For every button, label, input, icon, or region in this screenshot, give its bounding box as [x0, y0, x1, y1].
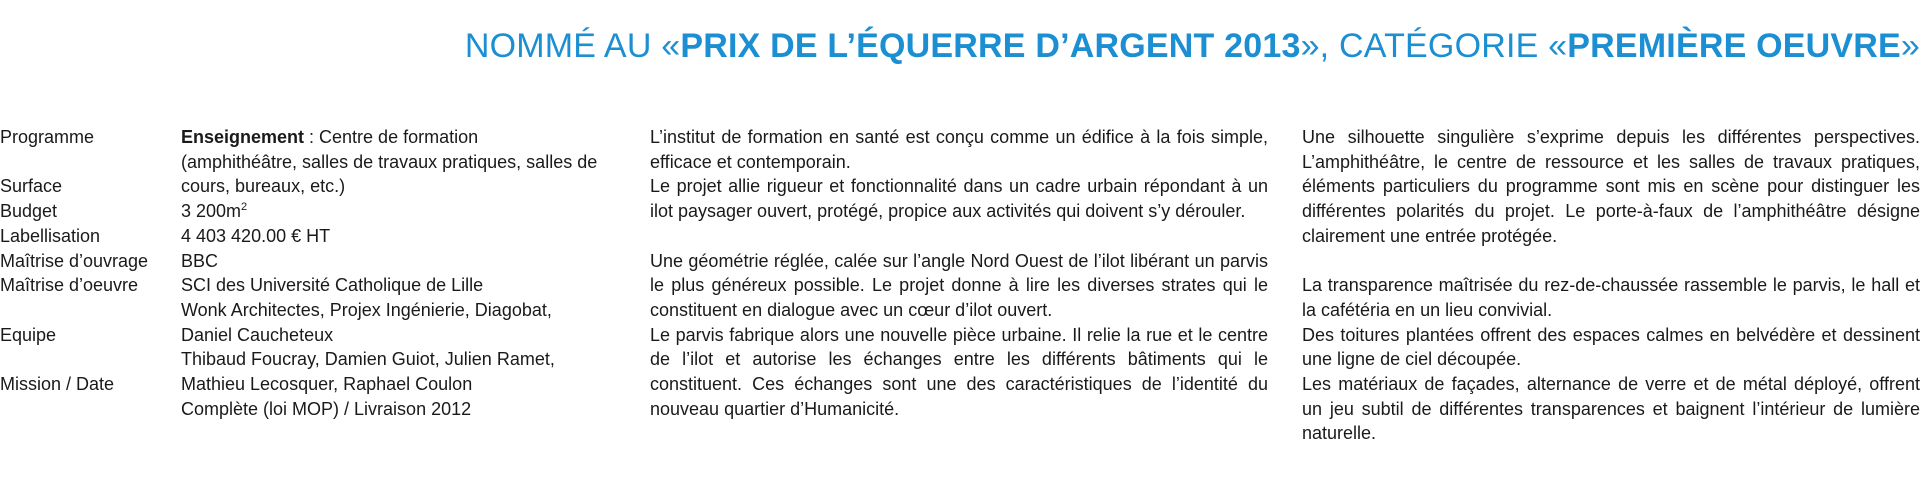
heading-suffix: »	[1900, 27, 1920, 65]
programme-type: Enseignement	[181, 127, 305, 147]
surface-number: 3 200m	[181, 201, 242, 222]
equipe-label: Equipe	[0, 324, 57, 345]
programme-value-line2: (amphithéâtre, salles de travaux pratiques, salles de	[181, 151, 598, 172]
details-row	[0, 150, 620, 175]
paragraph: Une silhouette singulière s’exprime depuis les différentes perspectives. L’amphithéâtre, le centre de ressource et les salles de travaux pratiques, éléments particuliers du programme sont mis en scène pour distinguer les différentes polarités du projet. Le porte-à-faux de l’amphithéâtre désigne clairement une entrée protégée.	[1302, 127, 1920, 246]
description-column-2	[650, 125, 1268, 421]
surface-label: Surface	[0, 176, 63, 197]
paragraph: Des toitures plantées offrent des espaces calmes en belvédère et dessinent une ligne de ciel découpée.	[1302, 324, 1920, 370]
paragraph: Les matériaux de façades, alternance de verre et de métal déployé, offrent un jeu subtil de différentes transparences et baignent l’intérieur de lumière naturelle.	[1302, 374, 1920, 444]
details-row	[0, 298, 620, 323]
details-row	[0, 199, 620, 224]
mission-label: Mission / Date	[0, 374, 115, 395]
prize-name: PRIX DE L’ÉQUERRE D’ARGENT 2013	[680, 27, 1301, 65]
budget-label: Budget	[0, 201, 58, 222]
details-row	[0, 249, 620, 274]
project-details-table	[0, 125, 620, 421]
page-heading	[465, 24, 1920, 68]
paragraph: La transparence maîtrisée du rez-de-chaussée rassemble le parvis, le hall et la cafétéria en un lieu convivial.	[1302, 275, 1920, 320]
equipe-value-line2: Thibaud Foucray, Damien Guiot, Julien Ramet,	[181, 349, 555, 370]
surface-unit-sup: 2	[241, 201, 248, 214]
details-row	[0, 174, 620, 199]
details-row	[0, 224, 620, 249]
mission-value: Complète (loi MOP) / Livraison 2012	[181, 398, 472, 419]
details-row	[0, 273, 620, 298]
paragraph: Une géométrie réglée, calée sur l’angle Nord Ouest de l’ilot libérant un parvis le plus généreux possible. Le projet donne à lire les diverses strates qui le constituent en dialogue avec un cœur d’ilot ouvert.	[650, 250, 1268, 320]
details-row	[0, 125, 620, 150]
maitrise-oeuvre-label: Maîtrise d’oeuvre	[0, 275, 139, 296]
surface-value	[181, 199, 620, 224]
description-column-3	[1302, 125, 1920, 446]
equipe-value-line1: Daniel Caucheteux	[181, 324, 334, 345]
details-row	[0, 372, 620, 397]
category-name: PREMIÈRE OEUVRE	[1567, 27, 1901, 65]
paragraph: Le projet allie rigueur et fonctionnalité dans un cadre urbain répondant à un ilot paysager ouvert, protégé, propice aux activités qui doivent s’y dérouler.	[650, 176, 1268, 222]
programme-value-line3: cours, bureaux, etc.)	[181, 176, 346, 197]
labellisation-value: BBC	[181, 250, 219, 271]
budget-value: 4 403 420.00 € HT	[181, 225, 331, 246]
details-row	[0, 397, 620, 422]
programme-value	[181, 125, 620, 150]
maitrise-ouvrage-value: SCI des Université Catholique de Lille	[181, 275, 484, 296]
maitrise-ouvrage-label: Maîtrise d’ouvrage	[0, 250, 149, 271]
programme-label: Programme	[0, 127, 95, 147]
paragraph: L’institut de formation en santé est conçu comme un édifice à la fois simple, efficace et contemporain.	[650, 127, 1268, 172]
details-row	[0, 323, 620, 348]
details-row	[0, 347, 620, 372]
programme-description: : Centre de formation	[304, 127, 479, 147]
equipe-value-line3: Mathieu Lecosquer, Raphael Coulon	[181, 374, 473, 395]
labellisation-label: Labellisation	[0, 225, 101, 246]
paragraph: Le parvis fabrique alors une nouvelle pièce urbaine. Il relie la rue et le centre de l’ilot et autorise les échanges entre les différents bâtiments qui le constituent. Ces échanges sont une des caractéristiques de l’identité du nouveau quartier d’Humanicité.	[650, 324, 1268, 419]
heading-prefix: NOMMÉ AU «	[464, 27, 681, 65]
maitrise-oeuvre-value: Wonk Architectes, Projex Ingénierie, Diagobat,	[181, 299, 552, 320]
heading-middle: », CATÉGORIE «	[1300, 27, 1568, 65]
